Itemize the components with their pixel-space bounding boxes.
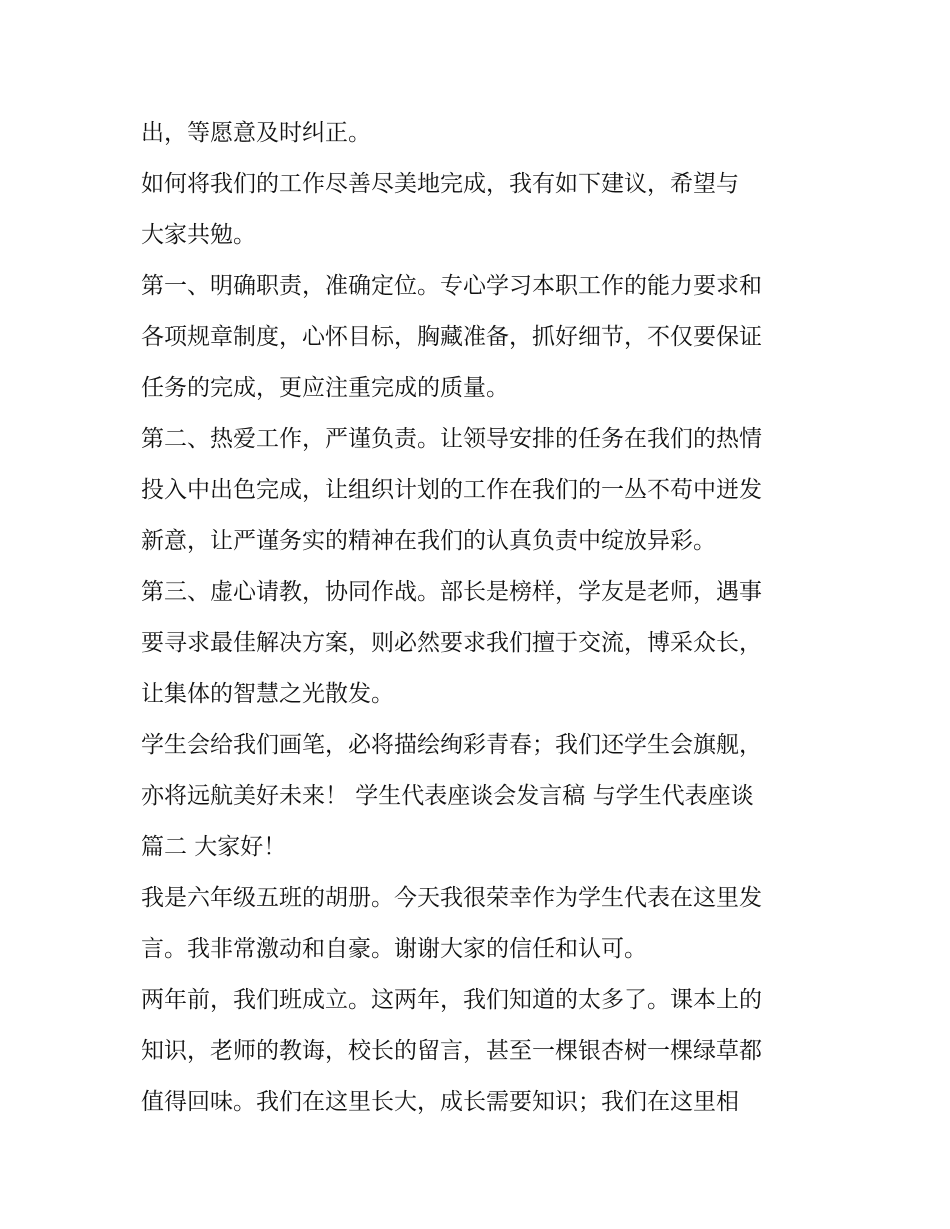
text-line: 第二、热爱工作，严谨负责。让领导安排的任务在我们的热情 — [141, 426, 762, 452]
text-line: 学生会给我们画笔，必将描绘绚彩青春；我们还学生会旗舰， — [141, 732, 762, 758]
text-line: 大家共勉。 — [141, 222, 256, 248]
text-line: 各项规章制度，心怀目标，胸藏准备，抓好细节，不仅要保证 — [141, 324, 762, 350]
text-line: 要寻求最佳解决方案，则必然要求我们擅于交流，博采众长， — [141, 630, 762, 656]
text-line: 知识，老师的教诲，校长的留言，甚至一棵银杏树一棵绿草都 — [141, 1038, 762, 1064]
text-line: 亦将远航美好未来！ 学生代表座谈会发言稿 与学生代表座谈 — [141, 783, 754, 809]
text-line: 任务的完成，更应注重完成的质量。 — [141, 375, 509, 401]
text-line: 让集体的智慧之光散发。 — [141, 681, 394, 707]
text-line: 值得回味。我们在这里长大，成长需要知识；我们在这里相 — [141, 1089, 739, 1115]
text-line: 我是六年级五班的胡册。今天我很荣幸作为学生代表在这里发 — [141, 885, 762, 911]
text-line: 第一、明确职责，准确定位。专心学习本职工作的能力要求和 — [141, 273, 762, 299]
text-line: 投入中出色完成，让组织计划的工作在我们的一丛不苟中迸发 — [141, 477, 762, 503]
text-line: 两年前，我们班成立。这两年，我们知道的太多了。课本上的 — [141, 987, 762, 1013]
text-line: 第三、虚心请教，协同作战。部长是榜样，学友是老师，遇事 — [141, 579, 762, 605]
text-line: 新意，让严谨务实的精神在我们的认真负责中绽放异彩。 — [141, 528, 716, 554]
text-line: 如何将我们的工作尽善尽美地完成，我有如下建议，希望与 — [141, 171, 739, 197]
text-line: 篇二 大家好！ — [141, 834, 287, 860]
body-text — [141, 108, 831, 1128]
text-line: 言。我非常激动和自豪。谢谢大家的信任和认可。 — [141, 936, 647, 962]
text-line: 出，等愿意及时纠正。 — [141, 120, 371, 146]
